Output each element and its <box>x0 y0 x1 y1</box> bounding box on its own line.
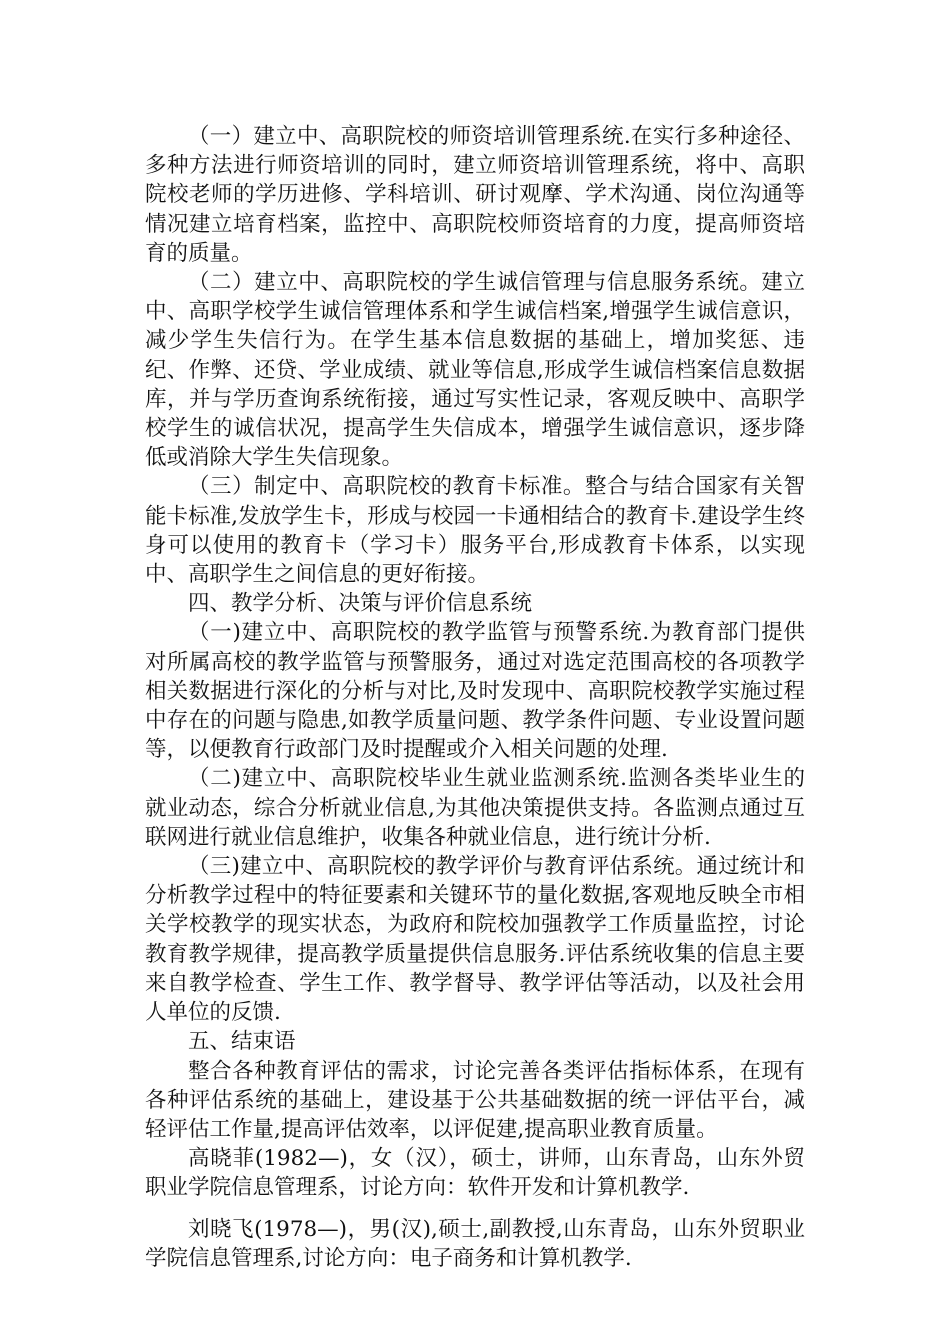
paragraph-student-integrity: （二）建立中、高职院校的学生诚信管理与信息服务系统。建立中、高职学校学生诚信管理体系和学生诚信档案,增强学生诚信意识，减少学生失信行为。在学生基本信息数据的基础上，增加奖惩、违纪、作弊、还贷、学业成绩、就业等信息,形成学生诚信档案信息数据库，并与学历查询系统衔接，通过写实性记录，客观反映中、高职学校学生的诚信状况，提高学生失信成本，增强学生诚信意识，逐步降低或消除大学生失信现象。 <box>145 270 805 471</box>
paragraph-employment-monitoring: （二)建立中、高职院校毕业生就业监测系统.监测各类毕业生的就业动态，综合分析就业信息,为其他决策提供支持。各监测点通过互联网进行就业信息维护，收集各种就业信息，进行统计分析. <box>145 766 805 850</box>
author-bio-1: 高晓菲(1982—)，女（汉），硕士，讲师，山东青岛，山东外贸职业学院信息管理系，讨论方向：软件开发和计算机教学. <box>145 1146 805 1201</box>
paragraph-education-card: （三）制定中、高职院校的教育卡标准。整合与结合国家有关智能卡标准,发放学生卡，形成与校园一卡通相结合的教育卡.建设学生终身可以使用的教育卡（学习卡）服务平台,形成教育卡体系，以实现中、高职学生之间信息的更好衔接。 <box>145 474 805 588</box>
paragraph-conclusion: 整合各种教育评估的需求，讨论完善各类评估指标体系，在现有各种评估系统的基础上，建设基于公共基础数据的统一评估平台，减轻评估工作量,提高评估效率，以评促建,提高职业教育质量。 <box>145 1058 805 1142</box>
section-heading-5: 五、结束语 <box>188 1029 296 1055</box>
paragraph-teaching-monitoring: （一)建立中、高职院校的教学监管与预警系统.为教育部门提供对所属高校的教学监管与预警服务，通过对选定范围高校的各项教学相关数据进行深化的分析与对比,及时发现中、高职院校教学实施过程中存在的问题与隐患,如教学质量问题、教学条件问题、专业设置问题等，以便教育行政部门及时提醒或介入相关问题的处理. <box>145 620 805 763</box>
section-heading-4: 四、教学分析、决策与评价信息系统 <box>188 591 533 617</box>
document-body <box>145 122 805 1273</box>
paragraph-teacher-training: （一）建立中、高职院校的师资培训管理系统.在实行多种途径、多种方法进行师资培训的同时，建立师资培训管理系统，将中、高职院校老师的学历进修、学科培训、研讨观摩、学术沟通、岗位沟通等情况建立培育档案，监控中、高职院校师资培育的力度，提高师资培育的质量。 <box>145 124 805 266</box>
paragraph-teaching-evaluation: （三)建立中、高职院校的教学评价与教育评估系统。通过统计和分析教学过程中的特征要素和关键环节的量化数据,客观地反映全市相关学校教学的现实状态，为政府和院校加强教学工作质量监控，讨论教育教学规律，提高教学质量提供信息服务.评估系统收集的信息主要来自教学检查、学生工作、教学督导、教学评估等活动，以及社会用人单位的反馈. <box>145 854 805 1026</box>
author-bio-2: 刘晓飞(1978—)，男(汉),硕士,副教授,山东青岛，山东外贸职业学院信息管理系,讨论方向：电子商务和计算机教学. <box>145 1216 805 1271</box>
